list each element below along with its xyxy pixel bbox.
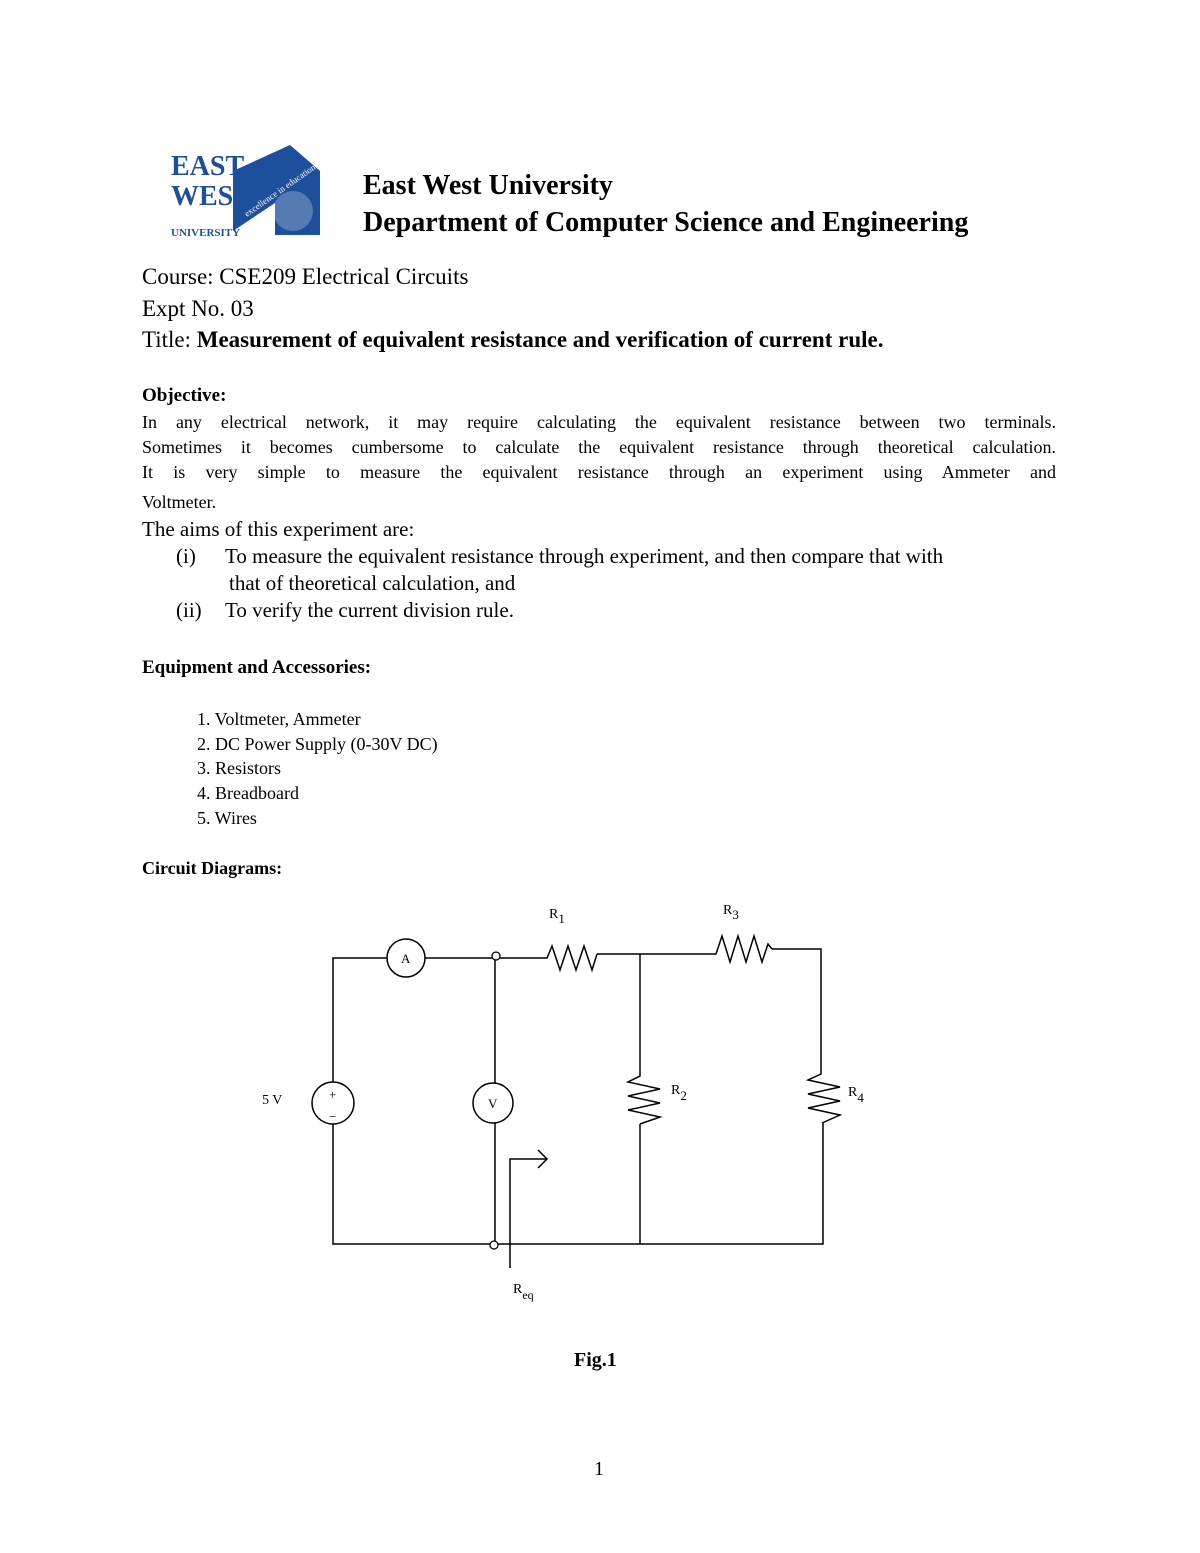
logo-text-east: EAST (171, 151, 245, 182)
resistor-r4 (808, 1070, 840, 1123)
equipment-item: 5. Wires (197, 808, 257, 828)
equipment-heading: Equipment and Accessories: (142, 657, 372, 678)
r2-subscript: 2 (680, 1088, 687, 1103)
node-top (492, 952, 500, 960)
page-number: 1 (594, 1458, 604, 1480)
wire-r3-r4 (772, 949, 821, 1070)
r2-letter: R (671, 1083, 681, 1098)
title-text: Measurement of equivalent resistance and verification of current rule. (196, 327, 884, 352)
equipment-item: 2. DC Power Supply (0-30V DC) (197, 734, 438, 754)
r1-label (549, 907, 565, 926)
r4-letter: R (848, 1085, 858, 1100)
resistor-r1 (539, 946, 597, 970)
r3-subscript: 3 (732, 907, 739, 922)
resistor-r3 (710, 936, 772, 962)
source-plus: + (329, 1087, 337, 1102)
r1-subscript: 1 (558, 911, 565, 926)
r1-letter: R (549, 907, 559, 922)
req-arrow-line (510, 1159, 546, 1268)
ammeter-label: A (401, 951, 411, 966)
figure-caption: Fig.1 (574, 1349, 617, 1371)
req-letter: R (513, 1282, 523, 1297)
course-line: Course: CSE209 Electrical Circuits (142, 264, 469, 289)
equipment-item: 4. Breadboard (197, 783, 299, 803)
objective-heading: Objective: (142, 385, 227, 406)
r4-subscript: 4 (857, 1090, 864, 1105)
aim-number-2: (ii) (176, 598, 202, 622)
equipment-item: 1. Voltmeter, Ammeter (197, 709, 361, 729)
resistor-r2 (628, 1070, 660, 1124)
req-label (513, 1282, 534, 1302)
equipment-item: 3. Resistors (197, 758, 282, 778)
objective-line-3: It is very simple to measure the equivalent resistance through an experiment using Ammeter and (142, 462, 1056, 482)
circuit-heading: Circuit Diagrams: (142, 858, 283, 878)
title-prefix: Title: (142, 327, 197, 352)
r3-letter: R (723, 903, 733, 918)
experiment-number: Expt No. 03 (142, 296, 254, 321)
department-name: Department of Computer Science and Engineering (363, 207, 969, 238)
r3-label (723, 903, 739, 922)
wire-bottom (333, 1123, 823, 1244)
logo-text-university: UNIVERSITY (171, 227, 241, 239)
r2-label (671, 1083, 687, 1103)
aim-text-2: To verify the current division rule. (225, 598, 514, 622)
aim-text-1-cont: that of theoretical calculation, and (229, 571, 516, 595)
logo-motto: excellence in education (242, 161, 318, 219)
wire-left-top (333, 958, 388, 1082)
objective-line-1: In any electrical network, it may require calculating the equivalent resistance between two terminals. (142, 412, 1056, 432)
aims-intro: The aims of this experiment are: (142, 517, 415, 541)
source-label: 5 V (262, 1093, 283, 1108)
logo-text-west: WEST (171, 181, 252, 212)
node-bottom (490, 1241, 498, 1249)
source-minus: − (329, 1109, 337, 1124)
voltmeter-label: V (488, 1096, 498, 1111)
aim-number-1: (i) (176, 544, 196, 568)
aim-text-1: To measure the equivalent resistance through experiment, and then compare that with (225, 544, 944, 568)
r4-label (848, 1085, 864, 1105)
objective-line-2: Sometimes it becomes cumbersome to calculate the equivalent resistance through theoretical calculation. (142, 437, 1056, 457)
university-name: East West University (363, 170, 613, 201)
req-subscript: eq (522, 1288, 534, 1302)
circuit-wires (333, 949, 823, 1268)
objective-line-4: Voltmeter. (142, 492, 217, 512)
